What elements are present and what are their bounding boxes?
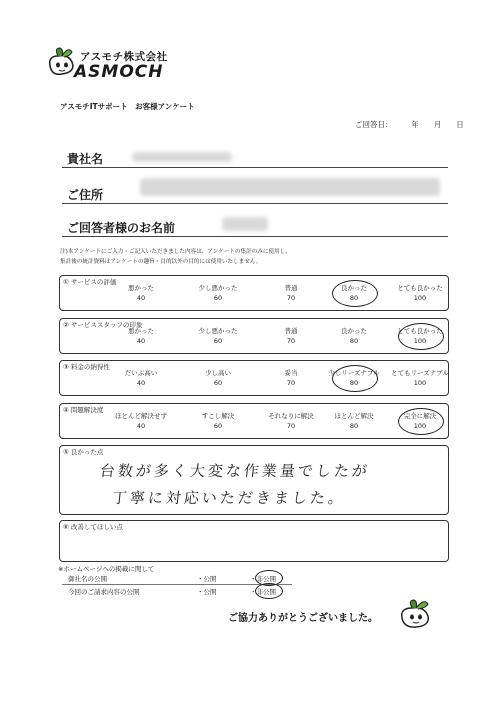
rating-option-score: 60 xyxy=(213,337,223,345)
rating-option-label: ほとんど解決せず xyxy=(115,412,167,420)
survey-title: アスモチITサポート お客様アンケート xyxy=(60,102,195,111)
rating-option-label: 少し悪かった xyxy=(198,284,238,292)
company-logo-text: ASMOCH xyxy=(74,62,164,82)
rating-option-score: 100 xyxy=(413,337,427,345)
rating-option-score: 70 xyxy=(286,337,296,345)
rating-option-score: 80 xyxy=(349,337,359,345)
selection-circle xyxy=(398,408,444,435)
rating-option[interactable] xyxy=(382,283,458,303)
answer-date-field: ご回答日： 年 月 日 xyxy=(355,120,464,129)
rating-option-score: 100 xyxy=(413,379,427,387)
rating-option-score: 40 xyxy=(136,294,146,302)
rating-option-label: 普通 xyxy=(284,284,298,292)
privacy-note-line: 注)本アンケートにご入力・ご記入いただきました内容は、アンケートの集計のみに使用し、 xyxy=(60,249,291,255)
section-title: ⑤ 良かった点 xyxy=(63,448,104,456)
address-label: ご住所 xyxy=(67,188,104,202)
publish-company-yes[interactable]: ・公開 xyxy=(197,575,217,583)
rating-option-score: 80 xyxy=(349,422,359,430)
rating-option-label: とても良かった xyxy=(397,327,443,335)
selection-circle xyxy=(398,323,444,350)
rating-option[interactable] xyxy=(180,283,256,303)
rating-option[interactable] xyxy=(180,368,256,388)
rating-option[interactable] xyxy=(103,283,179,303)
privacy-notes xyxy=(60,247,291,267)
rating-option-label: だいぶ高い xyxy=(124,369,158,377)
company-name-label: 貴社名 xyxy=(67,152,104,166)
rating-option-score: 40 xyxy=(136,337,146,345)
rating-option-score: 60 xyxy=(213,422,223,430)
rating-option-score: 60 xyxy=(213,294,223,302)
publish-invoice-no[interactable]: ・非公開 xyxy=(250,588,276,596)
respondent-line xyxy=(62,236,448,237)
thank-you-message: ご協力ありがとうございました。 xyxy=(228,613,378,624)
rating-option-label: 悪かった xyxy=(128,284,154,292)
rating-option-score: 70 xyxy=(286,422,296,430)
rating-option-score: 70 xyxy=(286,294,296,302)
selection-circle xyxy=(332,280,378,307)
company-name-jp: アスモチ株式会社 xyxy=(80,51,168,63)
address-redacted xyxy=(140,178,440,196)
rating-option[interactable] xyxy=(103,326,179,346)
rating-option[interactable] xyxy=(180,411,256,431)
rating-option-label: それなりに解決 xyxy=(268,412,314,420)
rating-option-label: 完全に解決 xyxy=(403,412,437,420)
rating-option-label: 良かった xyxy=(341,327,367,335)
respondent-redacted xyxy=(222,217,268,231)
rating-option-label: 少し高い xyxy=(205,369,231,377)
selection-circle xyxy=(332,365,378,392)
section-title: ① サービスの評価 xyxy=(63,278,117,286)
privacy-note-line: 集計後の統計資料はアンケートの趣旨・目的以外の目的には使用いたしません。 xyxy=(60,259,262,265)
company-name-redacted xyxy=(132,152,232,162)
section-title: ④ 問題解決度 xyxy=(63,406,104,414)
rating-option[interactable] xyxy=(382,368,458,388)
rating-option-score: 40 xyxy=(136,422,146,430)
rating-option-label: ほとんど解決 xyxy=(334,412,374,420)
rating-option[interactable] xyxy=(316,326,392,346)
rating-option-label: とても良かった xyxy=(397,284,443,292)
rating-option-label: 少し悪かった xyxy=(198,327,238,335)
selection-circle xyxy=(255,583,283,599)
publish-invoice-label: 今回のご請求内容の公開 xyxy=(68,588,140,596)
company-name-line xyxy=(62,167,448,168)
rating-option-label: 悪かった xyxy=(128,327,154,335)
section-title: ② サービススタッフの印象 xyxy=(63,321,143,329)
rating-option-score: 100 xyxy=(413,422,427,430)
rating-option-label: 少しリーズナブル xyxy=(328,369,380,377)
rating-option-label: とてもリーズナブル xyxy=(391,369,449,377)
rating-option-label: 妥当 xyxy=(284,369,298,377)
rating-option[interactable] xyxy=(180,326,256,346)
handwritten-comment-line-2: 丁寧に対応いただきました。 xyxy=(111,489,347,507)
rating-option[interactable] xyxy=(103,411,179,431)
rating-option-label: 普通 xyxy=(284,327,298,335)
rating-option-score: 70 xyxy=(286,379,296,387)
rating-option-label: 良かった xyxy=(341,284,367,292)
respondent-label: ご回答者様のお名前 xyxy=(67,221,176,235)
rating-option[interactable] xyxy=(316,411,392,431)
rating-option-label: すこし解決 xyxy=(201,412,235,420)
rating-option-score: 80 xyxy=(349,379,359,387)
publish-invoice-yes[interactable]: ・公開 xyxy=(197,588,217,596)
mascot-footer-icon xyxy=(396,596,438,632)
handwritten-comment-line-1: 台数が多く大変な作業量でしたが xyxy=(99,462,371,480)
section-title: ③ 料金の納得性 xyxy=(63,363,110,371)
rating-option-score: 80 xyxy=(349,294,359,302)
rating-option-score: 60 xyxy=(213,379,223,387)
publish-company-label: 御社名の公開 xyxy=(68,575,107,583)
improvement-section xyxy=(59,520,449,562)
section-title: ⑥ 改善してほしい点 xyxy=(63,523,123,531)
publish-company-no[interactable]: ・非公開 xyxy=(250,575,276,583)
rating-option[interactable] xyxy=(103,368,179,388)
rating-option-score: 100 xyxy=(413,294,427,302)
address-line xyxy=(62,203,448,204)
publish-heading: ※ホームページへの掲載に関して xyxy=(58,565,155,573)
rating-option-score: 40 xyxy=(136,379,146,387)
